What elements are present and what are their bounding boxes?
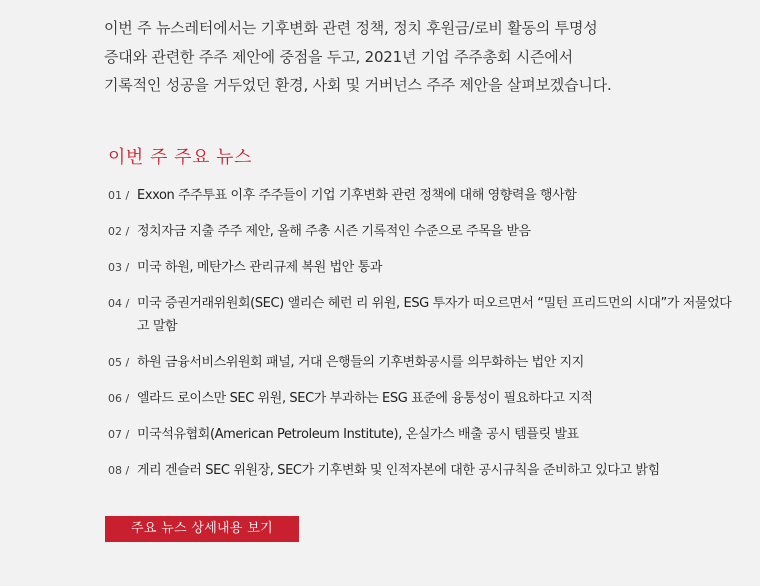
news-item[interactable]: [108, 220, 738, 243]
news-item[interactable]: [108, 292, 738, 338]
news-item-text: 미국석유협회(American Petroleum Institute), 온실가스 배출 공시 템플릿 발표: [137, 427, 579, 442]
news-item[interactable]: [108, 351, 738, 374]
news-item-number: 08 /: [108, 464, 130, 477]
news-item-text: 하원 금융서비스위원회 패널, 거대 은행들의 기후변화공시를 의무화하는 법안 지지: [137, 355, 584, 370]
news-section-title: 이번 주 주요 뉴스: [108, 147, 252, 168]
news-item[interactable]: [108, 423, 738, 446]
news-item-number: 05 /: [108, 356, 130, 369]
news-item-number: 04 /: [108, 297, 130, 310]
intro-line: 증대와 관련한 주주 제안에 중점을 두고, 2021년 기업 주주총회 시즌에서: [104, 47, 573, 66]
intro-line: 이번 주 뉴스레터에서는 기후변화 관련 정책, 정치 후원금/로비 활동의 투명성: [104, 19, 598, 37]
news-item[interactable]: [108, 184, 738, 207]
intro-paragraph: [104, 14, 744, 100]
news-item[interactable]: [108, 459, 738, 482]
list-spacer: [108, 446, 738, 459]
list-spacer: [108, 374, 738, 387]
news-item-text: 게리 겐슬러 SEC 위원장, SEC가 기후변화 및 인적자본에 대한 공시규칙을 준비하고 있다고 밝힘: [137, 463, 660, 478]
news-item-number: 06 /: [108, 392, 130, 405]
list-spacer: [108, 410, 738, 423]
news-item-number: 07 /: [108, 428, 130, 441]
news-item-number: 01 /: [108, 189, 130, 202]
news-item-number: 03 /: [108, 261, 130, 274]
news-item[interactable]: [108, 256, 738, 279]
news-item-text: 엘라드 로이스만 SEC 위원, SEC가 부과하는 ESG 표준에 융통성이 필요하다고 지적: [137, 391, 593, 406]
list-spacer: [108, 338, 738, 351]
list-spacer: [108, 243, 738, 256]
news-list: [108, 184, 738, 482]
list-spacer: [108, 207, 738, 220]
news-item-text: Exxon 주주투표 이후 주주들이 기업 기후변화 관련 정책에 대해 영향력을 행사함: [137, 188, 577, 203]
news-item-text: 미국 증권거래위원회(SEC) 앨리슨 헤런 리 위원, ESG 투자가 떠오르면서 “밀턴 프리드먼의 시대”가 저물었다고 말함: [137, 296, 732, 334]
news-item-text: 미국 하원, 메탄가스 관리규제 복원 법안 통과: [137, 260, 382, 275]
news-item-number: 02 /: [108, 225, 130, 238]
list-spacer: [108, 279, 738, 292]
intro-line: 기록적인 성공을 거두었던 환경, 사회 및 거버넌스 주주 제안을 살펴보겠습니다.: [104, 76, 612, 94]
news-details-button[interactable]: 주요 뉴스 상세내용 보기: [105, 516, 299, 542]
news-item[interactable]: [108, 387, 738, 410]
news-item-text: 정치자금 지출 주주 제안, 올해 주총 시즌 기록적인 수준으로 주목을 받음: [137, 224, 531, 239]
